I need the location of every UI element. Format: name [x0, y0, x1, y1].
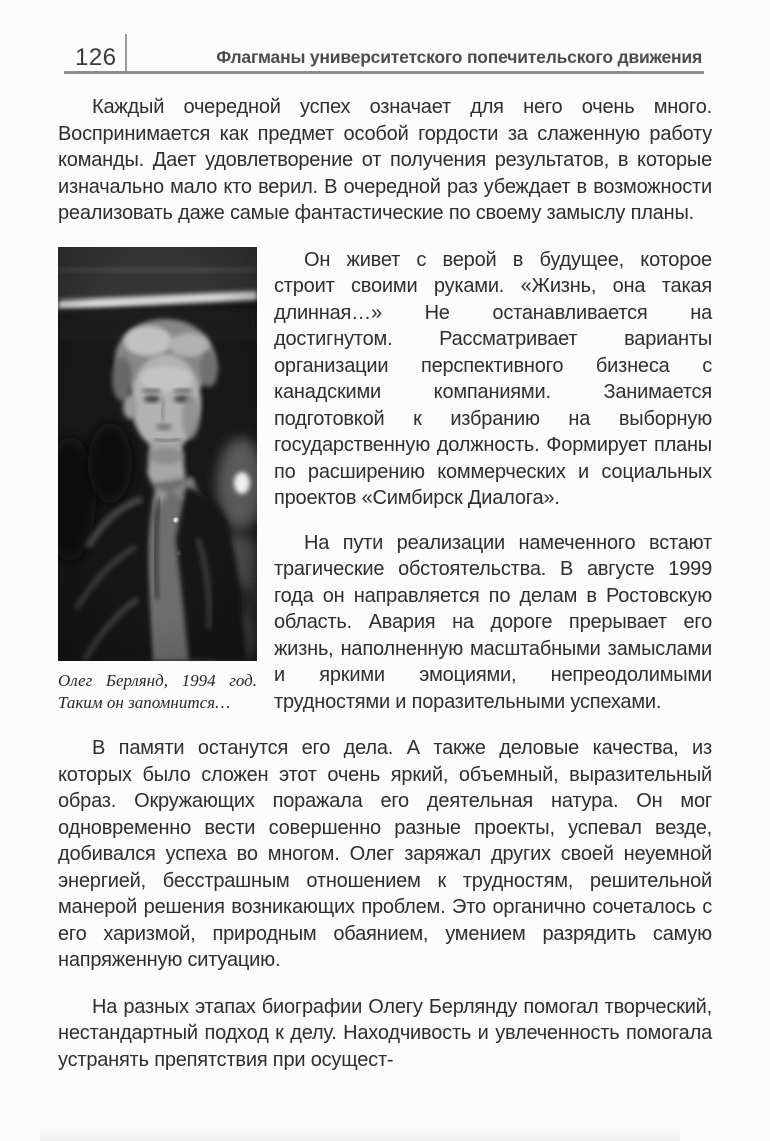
paragraph-2: Он живет с верой в будущее, которое строит своими руками. «Жизнь, она такая длинная…» Не останавливается на достигнутом. Рассматривает варианты организации перспективного бизнеса с канадскими компаниями. Занимается подготовкой к избранию на выборную государственную должность. Формирует планы по расширению коммерческих и социальных проектов «Симбирск Диалога».: [274, 248, 712, 509]
photo-caption: [58, 670, 257, 714]
page-header: [75, 30, 702, 72]
text-column: [58, 94, 712, 1073]
text-beside-photo: [274, 247, 712, 716]
paragraph-5: На разных этапах биографии Олегу Берлянду помогал творческий, нестандартный подход к делу. Находчивость и увлеченность помогала устранять препятствия при осущест-: [58, 995, 712, 1071]
running-title: Флагманы университетского попечительского движения: [216, 47, 702, 67]
page-number: 126: [75, 44, 117, 71]
paragraph-4: В памяти останутся его дела. А также деловые качества, из которых было сложен этот очень яркий, объемный, выразительный образ. Окружающих поражала его деятельная натура. Он мог одновременно вести совершенно разные проекты, успевал везде, добивался успеха во многом. Олег заряжал других своей неуемной энергией, бесстрашным отношением к трудностям, решительной манерой решения возникающих проблем. Это органично сочеталось с его харизмой, природным обаянием, умением разрядить самую напряженную ситуацию.: [58, 737, 712, 971]
photo-and-text-row: [58, 247, 712, 716]
header-rule: [64, 71, 704, 74]
portrait-photo-image: [58, 247, 257, 661]
photo-caption-line2: Таким он запомнится…: [58, 692, 231, 712]
scan-shadow: [40, 1129, 680, 1141]
paragraph-1: Каждый очередной успех означает для него очень много. Воспринимается как предмет особой гордости за слаженную работу команды. Дает удовлетворение от получения результатов, в которые изначально мало кто верил. В очередной раз убеждает в возможности реализовать даже самые фантастические по своему замыслу планы.: [58, 96, 712, 224]
paragraph-3: На пути реализации намеченного встают трагические обстоятельства. В августе 1999 года он направляется по делам в Ростовскую область. Авария на дороге прерывает его жизнь, наполненную масштабными замыслами и яркими эмоциями, непреодолимыми трудностями и поразительными успехами.: [274, 531, 712, 713]
portrait-figure: [58, 247, 257, 716]
photo-caption-line1: Олег Берлянд, 1994 год.: [58, 670, 257, 690]
